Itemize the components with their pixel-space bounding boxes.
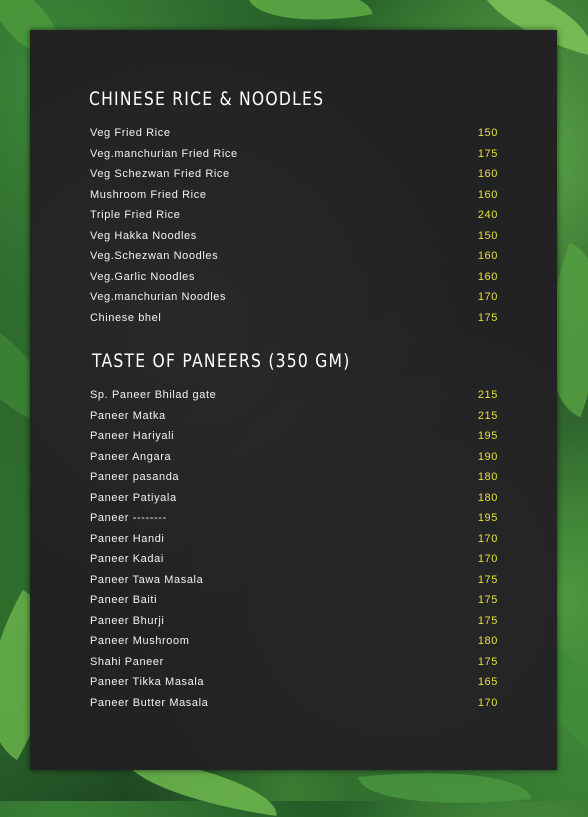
menu-item: [90, 590, 498, 611]
menu-item: [90, 406, 498, 427]
item-name: Paneer Handi: [90, 532, 165, 545]
item-price: 150: [477, 127, 498, 139]
item-name: Paneer Patiyala: [90, 491, 177, 504]
item-name: Paneer pasanda: [90, 471, 180, 483]
item-name: Sp. Paneer Bhilad gate: [90, 389, 217, 401]
item-price: 175: [477, 594, 498, 606]
item-price: 175: [477, 614, 498, 627]
item-price: 215: [477, 389, 498, 401]
item-price: 240: [477, 209, 498, 221]
item-price: 170: [477, 553, 498, 565]
item-price: 175: [477, 311, 498, 324]
item-name: Paneer Baiti: [90, 594, 158, 606]
item-name: Paneer Bhurji: [90, 614, 165, 627]
item-price: 160: [477, 188, 498, 201]
item-name: Paneer Matka: [90, 409, 166, 422]
item-price: 195: [477, 430, 498, 442]
item-name: Veg.manchurian Fried Rice: [90, 147, 238, 160]
menu-item: [90, 652, 498, 673]
item-price: 160: [477, 270, 498, 283]
item-price: 175: [477, 147, 498, 160]
menu-item: [90, 267, 498, 288]
menu-item: [90, 226, 498, 247]
item-price: 180: [477, 491, 498, 504]
menu-item: [90, 508, 498, 529]
menu-item: [90, 631, 498, 652]
menu-item: [90, 447, 498, 468]
menu-list-chinese: [90, 123, 498, 328]
item-price: 150: [477, 229, 498, 242]
item-name: Chinese bhel: [90, 311, 162, 324]
menu-list-paneers: [90, 385, 498, 713]
item-price: 160: [477, 168, 498, 180]
menu-item: [90, 529, 498, 550]
menu-item: [90, 308, 498, 329]
menu-item: [90, 246, 498, 267]
item-price: 165: [477, 676, 498, 688]
menu-item: [90, 144, 498, 165]
item-name: Paneer Kadai: [90, 553, 164, 565]
menu-item: [90, 467, 498, 488]
item-price: 190: [477, 450, 498, 463]
menu-item: [90, 693, 498, 714]
item-name: Paneer Angara: [90, 450, 172, 463]
item-price: 175: [477, 573, 498, 586]
item-price: 170: [477, 532, 498, 545]
item-name: Veg.Schezwan Noodles: [90, 250, 219, 262]
item-name: Paneer Mushroom: [90, 635, 190, 647]
menu-board: [30, 30, 557, 770]
item-name: Veg.manchurian Noodles: [90, 291, 227, 303]
item-name: Veg Hakka Noodles: [90, 229, 197, 242]
item-name: Paneer Hariyali: [90, 430, 175, 442]
menu-item: [90, 488, 498, 509]
item-price: 180: [477, 635, 498, 647]
menu-item: [90, 205, 498, 226]
menu-item: [90, 570, 498, 591]
item-price: 170: [477, 696, 498, 709]
item-name: Triple Fried Rice: [90, 209, 181, 221]
menu-item: [90, 549, 498, 570]
item-price: 170: [477, 291, 498, 303]
section-title-paneers: TASTE OF PANEERS (350 GM): [92, 350, 351, 372]
item-price: 195: [477, 512, 498, 524]
menu-item: [90, 385, 498, 406]
item-name: Paneer Tawa Masala: [90, 573, 204, 586]
item-name: Shahi Paneer: [90, 655, 164, 668]
item-name: Paneer --------: [90, 512, 167, 524]
menu-item: [90, 426, 498, 447]
menu-item: [90, 185, 498, 206]
menu-item: [90, 287, 498, 308]
menu-item: [90, 611, 498, 632]
item-name: Veg Fried Rice: [90, 127, 171, 139]
item-name: Paneer Tikka Masala: [90, 676, 205, 688]
item-name: Mushroom Fried Rice: [90, 188, 207, 201]
item-price: 160: [477, 250, 498, 262]
section-title-chinese: CHINESE RICE & NOODLES: [89, 88, 325, 110]
item-name: Paneer Butter Masala: [90, 696, 209, 709]
item-name: Veg.Garlic Noodles: [90, 270, 195, 283]
item-name: Veg Schezwan Fried Rice: [90, 168, 230, 180]
menu-item: [90, 164, 498, 185]
item-price: 215: [477, 409, 498, 422]
menu-item: [90, 123, 498, 144]
item-price: 175: [477, 655, 498, 668]
item-price: 180: [477, 471, 498, 483]
menu-item: [90, 672, 498, 693]
